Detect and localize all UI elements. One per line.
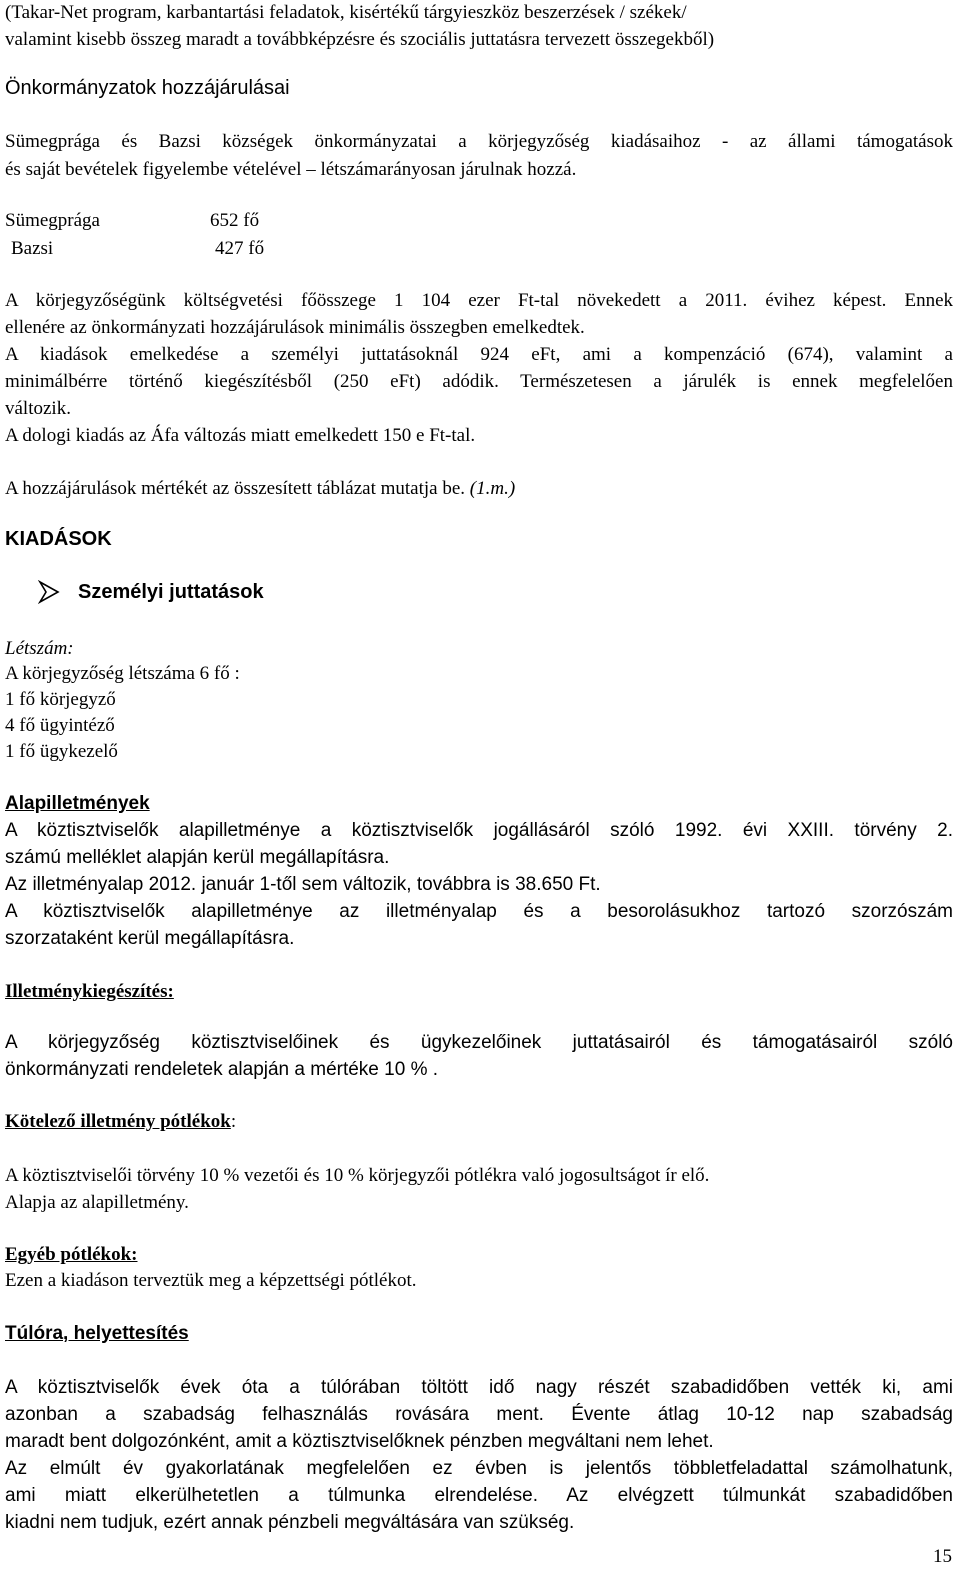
headcount-line: 1 fő ügykezelő [5,741,118,762]
mandatory-allowances-line-2: Alapja az alapilletmény. [5,1192,189,1213]
material-expense-line: A dologi kiadás az Áfa változás miatt emelkedett 150 e Ft-tal. [5,425,476,446]
population-row-value: 652 fő [210,210,260,231]
overtime-line-1: A köztisztviselők évek óta a túlórában töltött idő nagy részét szabadidőben vették ki, ami [5,1377,953,1398]
mandatory-allowances-heading-line [5,1109,236,1135]
other-allowances-heading: Egyéb pótlékok: [5,1244,138,1265]
personnel-heading: Személyi juttatások [78,581,264,603]
population-row-name: Sümegprága [5,210,100,231]
headcount-line: A körjegyzőség létszáma 6 fő : [5,663,240,684]
headcount-line: 4 fő ügyintéző [5,715,115,736]
contributions-heading: Önkormányzatok hozzájárulásai [5,77,290,99]
contribution-table-reference [5,476,515,502]
overtime-line-5: ami miatt elkerülhetetlen a túlmunka elrendelése. Az elvégzett túlmunkát szabadidőben [5,1485,953,1506]
salary-supplement-line-2: önkormányzati rendeletek alapján a mértéke 10 % . [5,1059,439,1080]
intro-line-1: (Takar-Net program, karbantartási feladatok, kisértékű tárgyieszköz beszerzések / székek/ [5,2,687,23]
base-salary-line-2: számú melléklet alapján kerül megállapításra. [5,847,390,868]
overtime-heading: Túlóra, helyettesítés [5,1323,189,1344]
base-salary-line-5: szorzataként kerül megállapításra. [5,928,295,949]
overtime-line-4: Az elmúlt év gyakorlatának megfelelően ez évben is jelentős többletfeladattal számolhatunk, [5,1458,953,1479]
salary-supplement-line-1: A körjegyzőség köztisztviselőinek és ügykezelőinek juttatásairól és támogatásairól szóló [5,1032,953,1053]
overtime-line-2: azonban a szabadság felhasználás rovására ment. Évente átlag 10-12 nap szabadság [5,1404,953,1425]
expense-paragraph-line-2: minimálbérre történő kiegészítésből (250 eFt) adódik. Természetesen a járulék is ennek megfelelően [5,371,953,392]
reference-text: A hozzájárulások mértékét az összesített táblázat mutatja be. [5,478,470,499]
salary-supplement-heading: Illetménykiegészítés: [5,981,174,1002]
population-row-value: 427 fő [215,238,265,259]
intro-line-2: valamint kisebb összeg maradt a továbbképzésre és szociális juttatásra tervezett összegekből) [5,29,715,50]
expenses-heading: KIADÁSOK [5,528,112,550]
appendix-reference: (1.m.) [469,478,516,499]
headcount-label: Létszám: [5,638,74,659]
headcount-line: 1 fő körjegyző [5,689,116,710]
mandatory-allowances-line-1: A köztisztviselői törvény 10 % vezetői és 10 % körjegyzői pótlékra való jogosultságot ír elő. [5,1165,710,1186]
page-number: 15 [933,1546,952,1567]
contributions-paragraph-line-1: Sümegprága és Bazsi községek önkormányzatai a körjegyzőség kiadásaihoz - az állami támogatások [5,131,953,152]
budget-paragraph-line-2: ellenére az önkormányzati hozzájárulások minimális összegben emelkedtek. [5,317,585,338]
base-salary-line-3: Az illetményalap 2012. január 1-től sem változik, továbbra is 38.650 Ft. [5,874,601,895]
arrowhead-bullet-icon [38,580,60,604]
overtime-line-6: kiadni nem tudjuk, ezért annak pénzbeli megváltására van szükség. [5,1512,575,1533]
overtime-line-3: maradt bent dolgozónként, amit a köztisztviselőknek pénzben megváltani nem lehet. [5,1431,714,1452]
population-row-name: Bazsi [11,238,54,259]
base-salary-line-1: A köztisztviselők alapilletménye a köztisztviselők jogállásáról szóló 1992. évi XXIII. törvény 2. [5,820,953,841]
heading-colon: : [230,1111,237,1132]
expense-paragraph-line-1: A kiadások emelkedése a személyi juttatásoknál 924 eFt, ami a kompenzáció (674), valamint a [5,344,953,365]
budget-paragraph-line-1: A körjegyzőségünk költségvetési főösszege 1 104 ezer Ft-tal növekedett a 2011. évihez képest. Ennek [5,290,953,311]
base-salary-line-4: A köztisztviselők alapilletménye az illetményalap és a besorolásukhoz tartozó szorzószám [5,901,953,922]
contributions-paragraph-line-2: és saját bevételek figyelembe vételével – létszámarányosan járulnak hozzá. [5,159,577,180]
expense-paragraph-line-3: változik. [5,398,71,419]
mandatory-allowances-heading: Kötelező illetmény pótlékok [5,1111,231,1132]
base-salary-heading: Alapilletmények [5,793,150,814]
other-allowances-line-1: Ezen a kiadáson terveztük meg a képzettségi pótlékot. [5,1270,417,1291]
